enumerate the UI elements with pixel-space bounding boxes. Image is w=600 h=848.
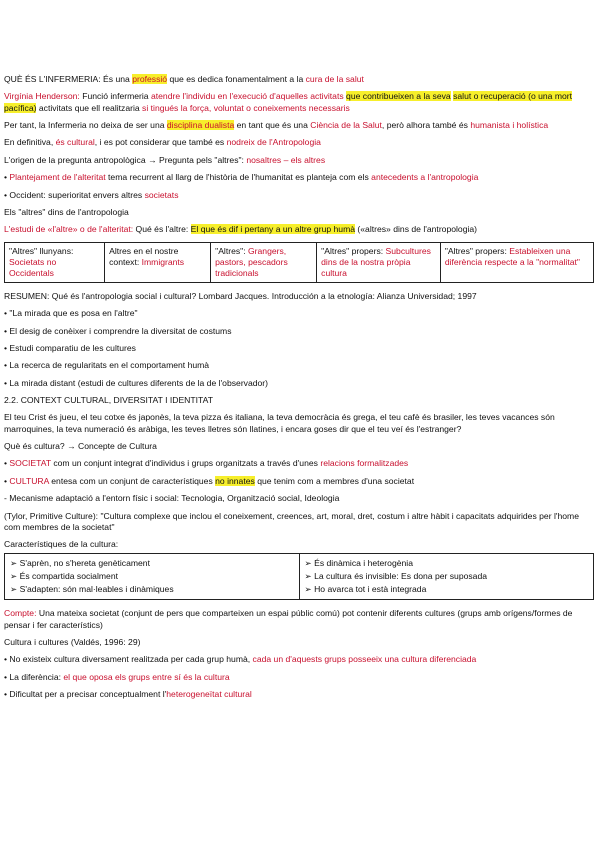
red-text: L'estudi de «l'altre» o de l'alteritat:	[4, 224, 134, 235]
bullet-society	[4, 458, 594, 469]
dualist-discipline	[4, 120, 594, 131]
cell-value: Immigrants	[141, 256, 185, 267]
table-cell	[317, 242, 441, 282]
red-text: atendre l'individu en l'execució d'aquelles activitats	[150, 91, 344, 102]
adaptation-mechanism: - Mecanisme adaptació a l'entorn físic i social: Tecnologia, Organització social, Ideologia	[4, 493, 340, 504]
cultural-statement	[4, 137, 594, 148]
red-text: antecedents a l'antropologia	[371, 172, 479, 183]
others-table	[4, 242, 594, 283]
highlight: no innates	[215, 475, 255, 486]
list-item: • "La mirada que es posa en l'altre"	[4, 308, 138, 319]
others-heading	[4, 207, 594, 218]
red-text: oposa els grups entre sí és la cultura	[89, 671, 230, 682]
anthropological-origin	[4, 155, 594, 166]
text: • La diferència:	[4, 671, 64, 682]
section-heading: 2.2. CONTEXT CULTURAL, DIVERSITAT I IDENTITAT	[4, 395, 213, 406]
highlight: disciplina dualista	[166, 119, 235, 130]
table-cell	[440, 242, 593, 282]
table-cell-right	[299, 554, 594, 600]
text: Qué és l'altre:	[133, 224, 191, 235]
table-cell	[5, 242, 105, 282]
cell-value: Subcultures dins de la nostra pròpia cultura	[321, 245, 431, 278]
resumen-reference: RESUMEN: Qué és l'antropologia social i cultural? Lombard Jacques. Introducción a la etnología: Alianza Universidad; 1997	[4, 290, 477, 301]
table-cell	[105, 242, 211, 282]
list-item: • La recerca de regularitats en el comportament humà	[4, 360, 210, 371]
cell-label: "Altres" propers:	[444, 245, 510, 256]
characteristics-heading: Característiques de la cultura:	[4, 539, 119, 550]
text: Per tant, la Infermeria no deixa de ser una	[4, 119, 167, 130]
text: Una mateixa societat (conjunt de pers que comparteixen un espai públic comú) pot contenir diferents cultures (grups amb orígens/formes de pensar i fer característics)	[4, 608, 573, 630]
list-item: ➢ La cultura és invisible: Es dona per suposada	[304, 571, 488, 582]
table-cell	[211, 242, 317, 282]
bullet-difference	[4, 672, 594, 683]
list-item: • La mirada distant (estudi de cultures diferents de la de l'observador)	[4, 377, 269, 388]
text: , però alhora també és	[381, 119, 471, 130]
text: en tant que és una	[234, 119, 311, 130]
red-text: si tingués la força, voluntat o coneixements necessaris	[142, 102, 350, 113]
red-text: Virgínia Henderson:	[4, 91, 80, 102]
cell-value: Grangers, pastors, pescadors tradicionals	[215, 245, 288, 278]
text: entesa com un conjunt de característiques	[48, 475, 216, 486]
list-item: • El desig de conèixer i comprendre la diversitat de costums	[4, 325, 232, 336]
bullet: •	[4, 475, 10, 486]
tylor-quote: (Tylor, Primitive Culture): "Cultura complexe que inclou el coneixement, creences, art, moral, dret, costum i altre hàbit i capacitats adquirides per l'home com membres de la societat"	[4, 510, 579, 532]
text: • Dificultat per a precisar conceptualment l'	[4, 689, 167, 700]
red-text: nosaltres – els altres	[246, 154, 326, 165]
text: • No existeix cultura diversament realitzada per cada grup humà,	[4, 654, 253, 665]
bullet-alterity	[4, 172, 594, 183]
culture-question: Què és cultura? → Concepte de Cultura	[4, 441, 157, 452]
quote-paragraph: El teu Crist és jueu, el teu cotxe és japonès, la teva pizza és italiana, la teva democràcia és grega, el teu cafè és brasiler, les teves vacances són marroquines, la teva numeració és aràbiga, les teves lletres són llatines, i encara goses dir que el teu veí és l'estranger?	[4, 412, 555, 434]
henderson-definition	[4, 91, 594, 113]
table-row	[5, 554, 594, 600]
red-text: Ciència de la Salut	[310, 119, 382, 130]
text: Funció infermeria	[79, 91, 151, 102]
red-text: humanista i holística	[470, 119, 549, 130]
highlight: salut o recuperació (o una mort pacífica)	[4, 91, 573, 113]
table-row	[5, 242, 594, 282]
text: com un conjunt integrat d'individus i grups organitzats a través d'unes	[50, 458, 321, 469]
characteristics-table	[4, 553, 594, 600]
text: L'origen de la pregunta antropològica → Pregunta pels "altres":	[4, 154, 247, 165]
list-item: ➢ És dinàmica i heterogènia	[304, 558, 413, 569]
highlight: que contribueixen a la seva	[346, 91, 451, 102]
document-page	[4, 74, 594, 707]
text: QUÈ ÉS L'INFERMERIA: És una	[4, 74, 133, 84]
red-text: Compte:	[4, 608, 37, 619]
cell-value: Estableixen una diferència respecte a la "normalitat"	[444, 245, 580, 267]
table-cell-left	[5, 554, 300, 600]
red-text: cada un d'aquests grups posseeix una cultura diferenciada	[252, 654, 477, 665]
cell-label: "Altres":	[215, 245, 248, 256]
highlight: El que és dif i pertany a un altre grup humà	[190, 224, 356, 235]
alterity-study	[4, 224, 594, 235]
text: Els "altres" dins de l'antropologia	[4, 206, 129, 217]
bullet-occident	[4, 190, 594, 201]
list-item: ➢ Ho avarca tot i està integrada	[304, 584, 427, 595]
text: , i es pot considerar que també es	[94, 137, 227, 148]
red-text: heterogeneïtat cultural	[166, 689, 252, 700]
list-item: ➢ És compartida socialment	[10, 571, 118, 582]
red-text: el que	[63, 671, 90, 682]
text: tema recurrent al llarg de l'història de l'humanitat es planteja com els	[105, 172, 372, 183]
highlight: professió	[132, 74, 168, 84]
text: • Occident: superioritat envers altres	[4, 189, 145, 200]
list-item: ➢ S'adapten: són mal·leables i dinàmiques	[10, 584, 174, 595]
red-text: és cultural	[55, 137, 95, 148]
cell-value: Societats no Occidentals	[9, 256, 57, 278]
list-item: ➢ S'aprèn, no s'hereta genèticament	[10, 558, 150, 569]
compte-note	[4, 608, 594, 630]
nursing-definition	[4, 74, 594, 85]
red-text: societats	[144, 189, 179, 200]
cell-label: "Altres" llunyans:	[9, 245, 74, 256]
text: activitats que ell realitzaria	[36, 102, 143, 113]
text: que tenim com a membres d'una societat	[254, 475, 415, 486]
red-text: SOCIETAT	[9, 458, 51, 469]
bullet-difficulty	[4, 689, 594, 700]
bullet-no-culture	[4, 654, 594, 665]
red-text: cura de la salut	[305, 74, 364, 84]
list-item: • Estudi comparatiu de les cultures	[4, 342, 136, 353]
valdes-reference: Cultura i cultures (Valdés, 1996: 29)	[4, 637, 141, 647]
text: En definitiva,	[4, 137, 56, 148]
bullet: •	[4, 458, 10, 469]
text: («altres» dins de l'antropologia)	[355, 224, 478, 235]
red-text: Plantejament de l'alteritat	[9, 172, 106, 183]
red-text: nodreix de l'Antropologia	[226, 137, 321, 148]
bullet-culture	[4, 476, 594, 487]
text: que es dedica fonamentalment a la	[167, 74, 306, 84]
bullet: •	[4, 172, 10, 183]
red-text: relacions formalitzades	[320, 458, 409, 469]
cell-label: Altres en el nostre context:	[109, 245, 179, 267]
cell-label: "Altres" propers:	[321, 245, 386, 256]
red-text: CULTURA	[9, 475, 49, 486]
